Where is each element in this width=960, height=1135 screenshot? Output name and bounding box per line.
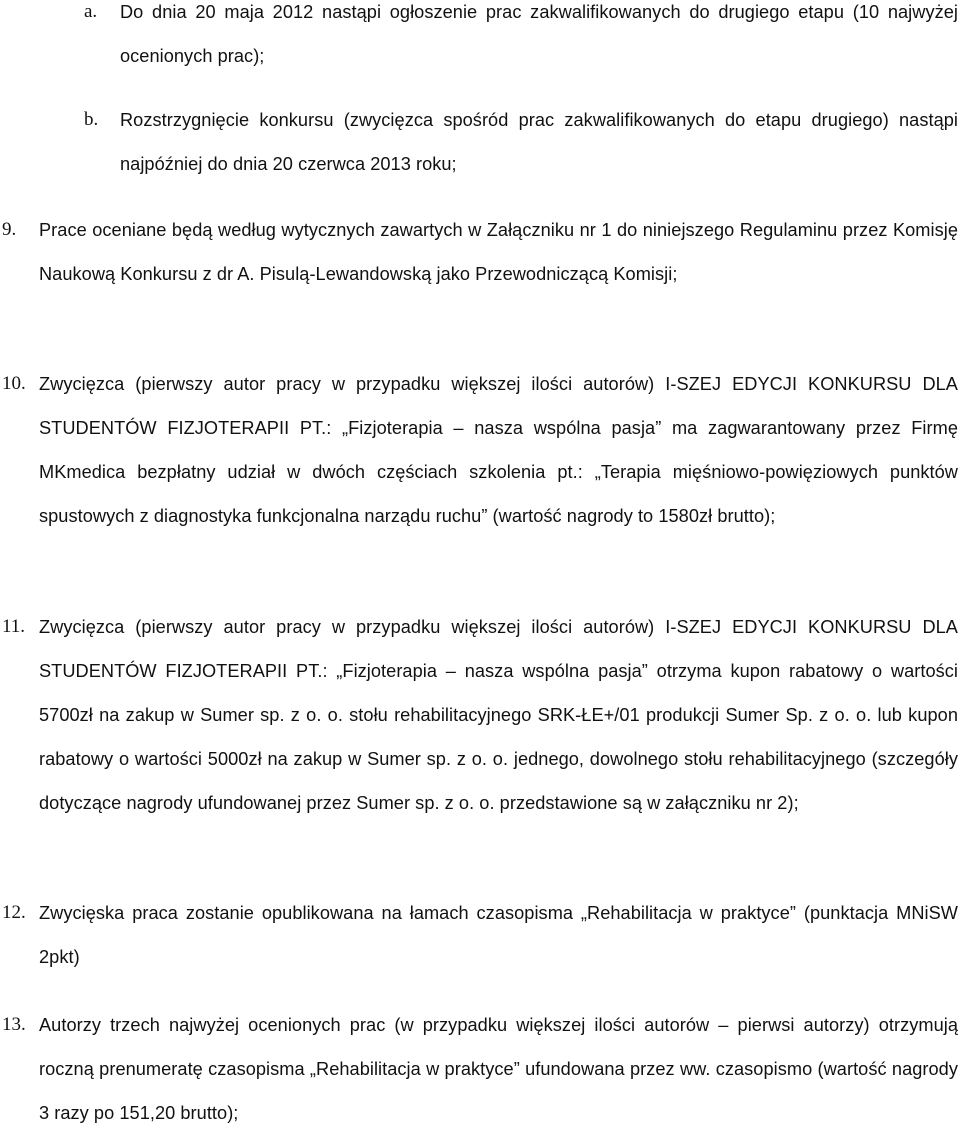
- list-marker: 13.: [2, 1014, 26, 1035]
- list-item-text: Zwycięzca (pierwszy autor pracy w przypadku większej ilości autorów) I-SZEJ EDYCJI KONKURSU DLA STUDENTÓW FIZJOTERAPII PT.: „Fizjoterapia – nasza wspólna pasja” ma zagwarantowany przez Firmę MKmedica bezpłatny udział w dwóch częściach szkolenia pt.: „Terapia mięśniowo-powięziowych punktów spustowych z diagnostyka funkcjonalna narządu ruchu” (wartość nagrody to 1580zł brutto);: [39, 374, 958, 526]
- list-item-text: Rozstrzygnięcie konkursu (zwycięzca spośród prac zakwalifikowanych do etapu drugiego) nastąpi najpóźniej do dnia 20 czerwca 2013 roku;: [120, 110, 958, 174]
- list-item-text: Prace oceniane będą według wytycznych zawartych w Załączniku nr 1 do niniejszego Regulaminu przez Komisję Naukową Konkursu z dr A. Pisulą-Lewandowską jako Przewodniczącą Komisji;: [39, 220, 958, 284]
- list-item-text: Autorzy trzech najwyżej ocenionych prac (w przypadku większej ilości autorów – pierwsi autorzy) otrzymują roczną prenumeratę czasopisma „Rehabilitacja w praktyce” ufundowana przez ww. czasopismo (wartość nagrody 3 razy po 151,20 brutto);: [39, 1015, 958, 1123]
- list-marker: 9.: [2, 219, 17, 240]
- list-marker: 12.: [2, 902, 26, 923]
- list-item-text: Zwycięzca (pierwszy autor pracy w przypadku większej ilości autorów) I-SZEJ EDYCJI KONKURSU DLA STUDENTÓW FIZJOTERAPII PT.: „Fizjoterapia – nasza wspólna pasja” otrzyma kupon rabatowy o wartości 5700zł na zakup w Sumer sp. z o. o. stołu rehabilitacyjnego SRK-ŁE+/01 produkcji Sumer Sp. z o. o. lub kupon rabatowy o wartości 5000zł na zakup w Sumer sp. z o. o. jednego, dowolnego stołu rehabilitacyjnego (szczegóły dotyczące nagrody ufundowanej przez Sumer sp. z o. o. przedstawione są w załączniku nr 2);: [39, 617, 958, 813]
- list-item-text: Zwycięska praca zostanie opublikowana na łamach czasopisma „Rehabilitacja w praktyce” (punktacja MNiSW 2pkt): [39, 903, 958, 967]
- list-marker: 10.: [2, 373, 26, 394]
- list-marker: a.: [84, 1, 98, 22]
- list-marker: b.: [84, 109, 99, 130]
- list-item-text: Do dnia 20 maja 2012 nastąpi ogłoszenie prac zakwalifikowanych do drugiego etapu (10 najwyżej ocenionych prac);: [120, 2, 958, 66]
- list-marker: 11.: [2, 616, 26, 637]
